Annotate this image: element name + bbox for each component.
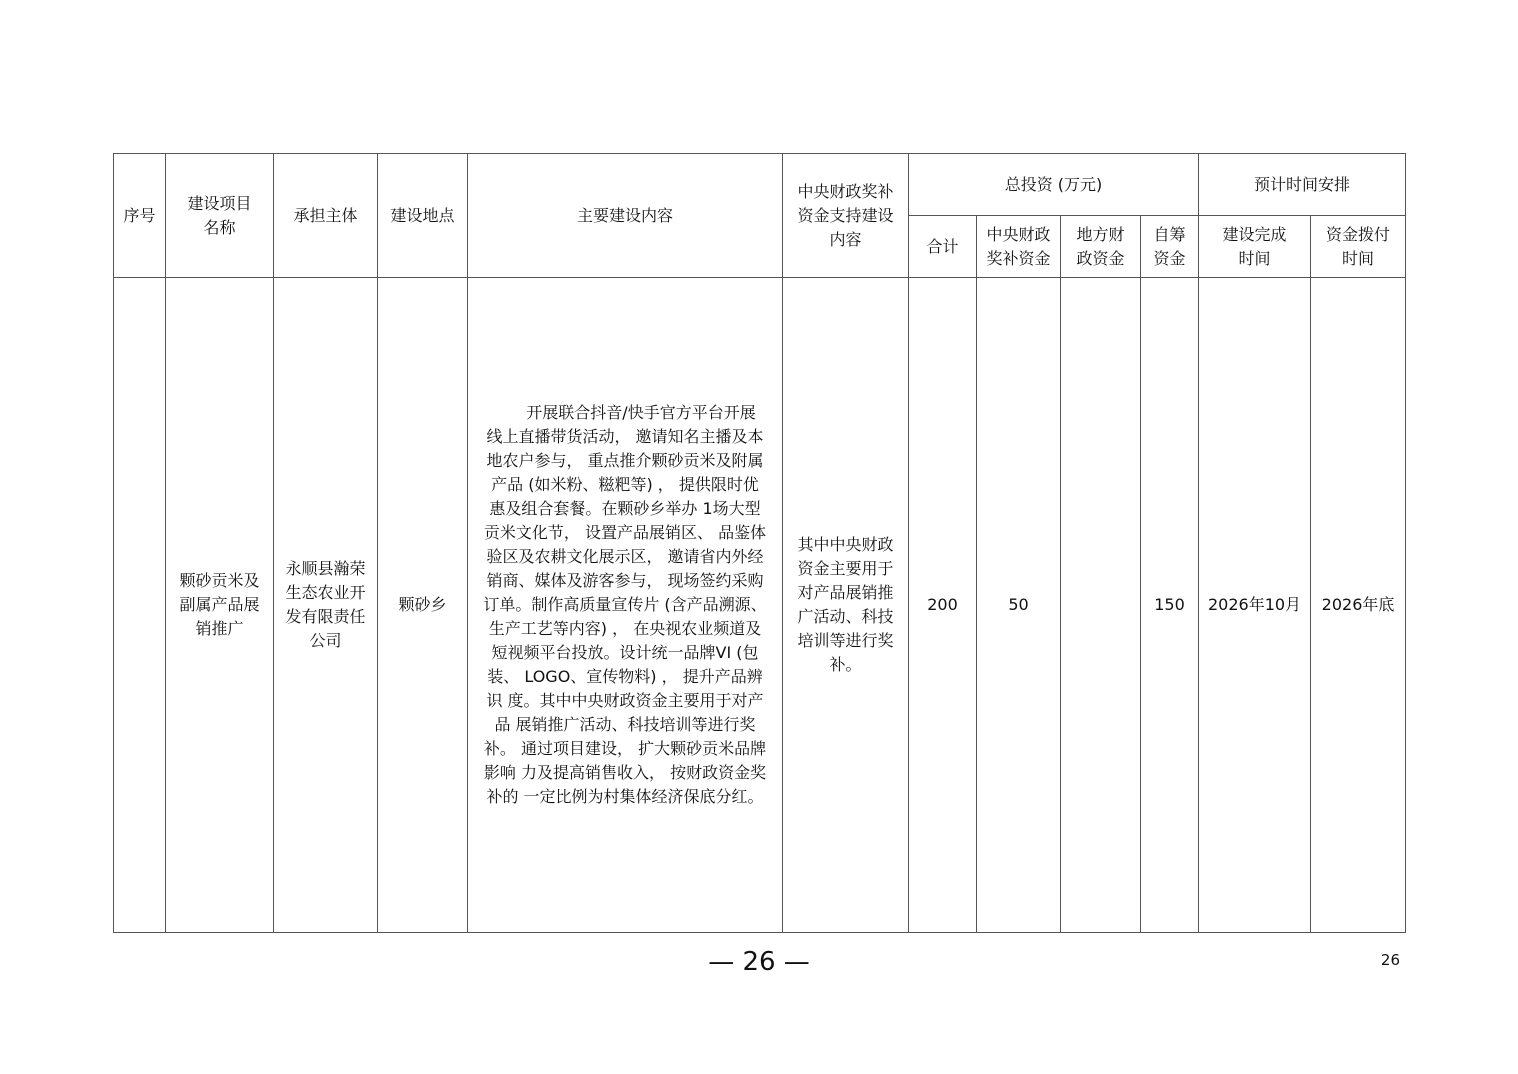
content-line: 识 度。其中中央财政资金主要用于对产 — [486, 691, 764, 710]
content-line: 生产工艺等内容) ， 在央视农业频道及 — [488, 619, 762, 638]
header-disbursement: 资金拨付 时间 — [1311, 216, 1406, 278]
content-line: 验区及农耕文化展示区， 邀请省内外经 — [486, 547, 764, 566]
content-line: 短视频平台投放。设计统一品牌VI (包 — [491, 643, 759, 662]
cell-entity: 永顺县瀚荣 生态农业开 发有限责任 公司 — [274, 278, 378, 933]
cell-total: 200 — [909, 278, 977, 933]
content-line: 开展联合抖音/快手官方平台开展 — [526, 403, 756, 422]
header-local-fund: 地方财 政资金 — [1061, 216, 1141, 278]
cell-self-fund: 150 — [1141, 278, 1199, 933]
cell-central-support: 其中中央财政 资金主要用于 对产品展销推 广活动、科技 培训等进行奖 补。 — [783, 278, 909, 933]
header-total: 合计 — [909, 216, 977, 278]
cell-project-name: 颗砂贡米及 副属产品展 销推广 — [166, 278, 274, 933]
content-line: 地农户参与， 重点推介颗砂贡米及附属 — [486, 451, 764, 470]
header-central-fund: 中央财政 奖补资金 — [977, 216, 1061, 278]
content-line: 产品 (如米粉、糍粑等) ， 提供限时优 — [491, 475, 759, 494]
page-number: 26 — [1380, 951, 1400, 969]
header-seq: 序号 — [114, 154, 166, 278]
cell-disbursement: 2026年底 — [1311, 278, 1406, 933]
content-line: 惠及组合套餐。在颗砂乡举办 1场大型 — [489, 499, 761, 518]
cell-seq — [114, 278, 166, 933]
content-line: 贡米文化节， 设置产品展销区、 品鉴体 — [483, 523, 767, 542]
content-line: 线上直播带货活动， 邀请知名主播及本 — [486, 427, 764, 446]
header-project-name: 建设项目 名称 — [166, 154, 274, 278]
cell-central-fund: 50 — [977, 278, 1061, 933]
header-entity: 承担主体 — [274, 154, 378, 278]
content-line: 订单。制作高质量宣传片 (含产品溯源、 — [483, 595, 767, 614]
header-total-investment: 总投资 (万元) — [909, 154, 1199, 216]
cell-completion: 2026年10月 — [1199, 278, 1311, 933]
page-footer-center: — 26 — — [708, 947, 810, 977]
content-line: 品 展销推广活动、科技培训等进行奖 — [494, 715, 756, 734]
table-row — [114, 278, 1406, 933]
content-line: 销商、媒体及游客参与， 现场签约采购 — [486, 571, 764, 590]
project-table — [113, 153, 1406, 933]
cell-main-content — [468, 278, 783, 933]
header-central-support: 中央财政奖补 资金支持建设 内容 — [783, 154, 909, 278]
cell-local-fund — [1061, 278, 1141, 933]
content-line: 影响 力及提高销售收入， 按财政资金奖 — [483, 763, 767, 782]
content-line: 装、 LOGO、宣传物料) ， 提升产品辨 — [487, 667, 763, 686]
header-main-content: 主要建设内容 — [468, 154, 783, 278]
header-row-1 — [114, 154, 1406, 216]
header-self-fund: 自筹 资金 — [1141, 216, 1199, 278]
header-completion: 建设完成 时间 — [1199, 216, 1311, 278]
cell-location: 颗砂乡 — [378, 278, 468, 933]
content-line: 补。 通过项目建设， 扩大颗砂贡米品牌 — [483, 739, 767, 758]
header-schedule: 预计时间安排 — [1199, 154, 1406, 216]
header-location: 建设地点 — [378, 154, 468, 278]
content-line: 补的 一定比例为村集体经济保底分红。 — [486, 787, 764, 806]
